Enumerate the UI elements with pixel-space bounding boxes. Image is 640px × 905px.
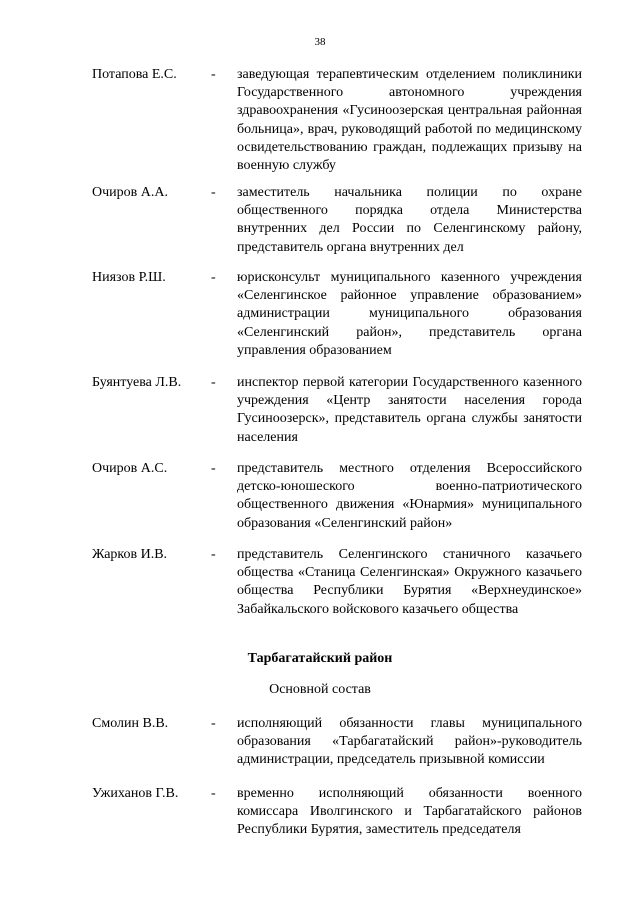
member-name: Потапова Е.С. xyxy=(92,67,177,82)
member-description: инспектор первой категории Государственного казенного учреждения «Центр занятости населения города Гусиноозерск», представитель органа службы занятости населения xyxy=(237,375,582,445)
member-description: представитель Селенгинского станичного казачьего общества «Станица Селенгинская» Окружного казачьего общества Республики Бурятия «Верхнеудинское» Забайкальского войскового казачьего общества xyxy=(237,547,582,617)
member-name: Ниязов Р.Ш. xyxy=(92,270,166,285)
section-title: Тарбагатайский район xyxy=(247,651,393,666)
member-name: Буянтуева Л.В. xyxy=(92,375,182,390)
entry-dash: - xyxy=(211,461,216,476)
entry-dash: - xyxy=(211,270,216,285)
member-name: Очиров А.А. xyxy=(92,185,168,200)
member-name: Очиров А.С. xyxy=(92,461,168,476)
entry-dash: - xyxy=(211,786,216,801)
member-name: Ужиханов Г.В. xyxy=(92,786,179,801)
member-description: юрисконсульт муниципального казенного учреждения «Селенгинское районное управление образованием» администрации муниципального образования «Селенгинский район», представитель органа управления образованием xyxy=(237,270,582,358)
member-description: представитель местного отделения Всероссийского детско-юношеского военно-патриотического общественного движения «Юнармия» муниципального образования «Селенгинский район» xyxy=(237,461,582,531)
page-number: 38 xyxy=(314,36,326,48)
member-description: временно исполняющий обязанности военного комиссара Иволгинского и Тарбагатайского районов Республики Бурятия, заместитель председателя xyxy=(237,786,582,838)
member-description: заместитель начальника полиции по охране общественного порядка отдела Министерства внутренних дел России по Селенгинскому району, представитель органа внутренних дел xyxy=(237,185,582,255)
member-name: Смолин В.В. xyxy=(92,716,169,731)
subsection-title: Основной состав xyxy=(269,682,371,697)
entry-dash: - xyxy=(211,375,216,390)
member-description: исполняющий обязанности главы муниципального образования «Тарбагатайский район»-руководитель администрации, председатель призывной комиссии xyxy=(237,716,582,768)
entry-dash: - xyxy=(211,185,216,200)
entry-dash: - xyxy=(211,67,216,82)
member-name: Жарков И.В. xyxy=(92,547,168,562)
entry-dash: - xyxy=(211,547,216,562)
member-description: заведующая терапевтическим отделением поликлиники Государственного автономного учреждения здравоохранения «Гусиноозерская центральная районная больница», врач, руководящий работой по медицинскому освидетельствованию граждан, подлежащих призыву на военную службу xyxy=(237,67,582,174)
entry-dash: - xyxy=(211,716,216,731)
